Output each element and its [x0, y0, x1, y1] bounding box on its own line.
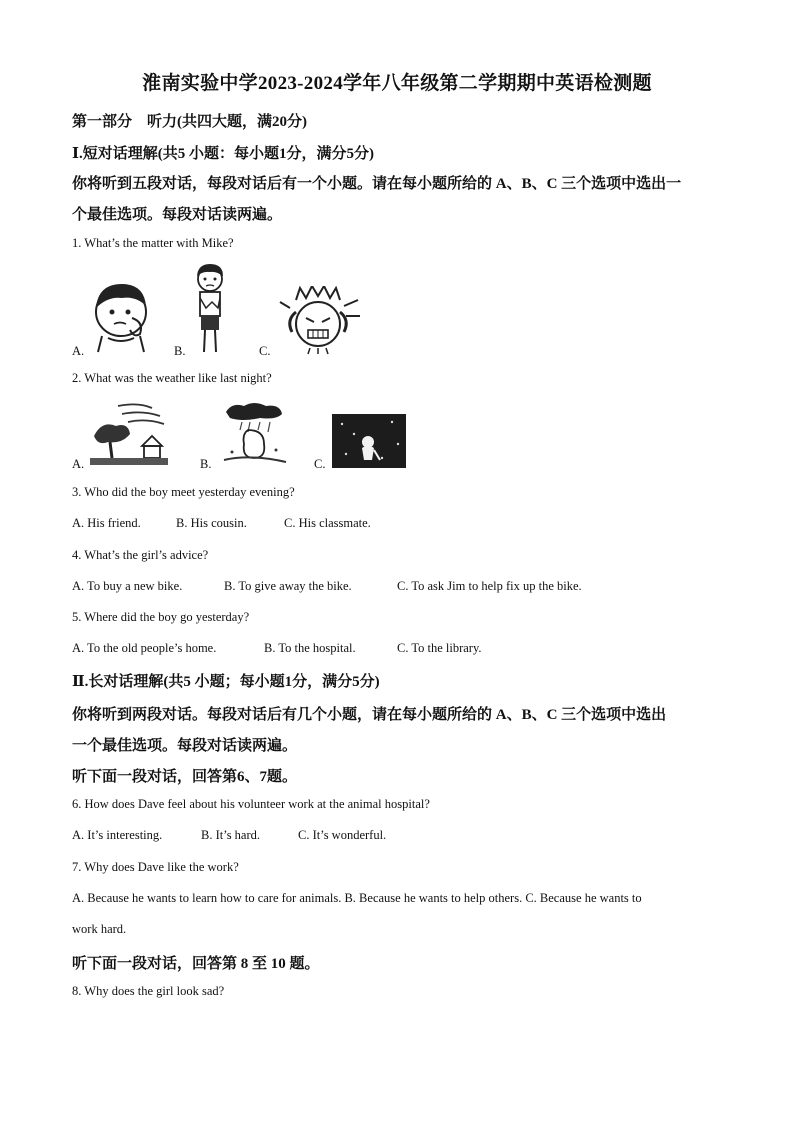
section-2-instruction-cont: 一个最佳选项。每段对话读两遍。 [72, 738, 298, 754]
q1-label-c: C. [259, 344, 271, 358]
question-1: 1. What’s the matter with Mike? [72, 236, 234, 250]
q2-label-a: A. [72, 457, 85, 471]
section-1-instruction: 你将听到五段对话，每段对话后有一个小题。请在每小题所给的 A、B、C 三个选项中选出一 [72, 176, 682, 192]
q4-option-b: B. To give away the bike. [224, 579, 352, 593]
q5-option-a: A. To the old people’s home. [72, 641, 217, 655]
question-2: 2. What was the weather like last night? [72, 371, 272, 385]
q4-option-a: A. To buy a new bike. [72, 579, 183, 593]
q6-option-a: A. It’s interesting. [72, 828, 163, 842]
q3-option-b: B. His cousin. [176, 516, 247, 530]
q1-label-b: B. [174, 344, 186, 358]
q2-label-c: C. [314, 457, 326, 471]
section-2-instruction: 你将听到两段对话。每段对话后有几个小题，请在每小题所给的 A、B、C 三个选项中选出 [72, 707, 667, 723]
q2-label-b: B. [200, 457, 212, 471]
windy-weather-icon [88, 400, 170, 466]
q5-option-c: C. To the library. [397, 641, 482, 655]
question-4: 4. What’s the girl’s advice? [72, 548, 209, 562]
q7-options-cont: work hard. [72, 922, 127, 936]
q3-option-a: A. His friend. [72, 516, 141, 530]
headache-face-icon [278, 286, 362, 356]
section-2-heading: Ⅱ.长对话理解(共5 小题；每小题1分，满分5分) [72, 674, 380, 690]
sick-boy-icon [88, 278, 154, 354]
question-7: 7. Why does Dave like the work? [72, 860, 239, 874]
q6-option-c: C. It’s wonderful. [298, 828, 387, 842]
part-heading: 第一部分 听力(共四大题，满20分) [72, 114, 307, 130]
q7-options: A. Because he wants to learn how to care for animals. B. Because he wants to help others. C. Because he wants to [72, 891, 642, 905]
question-5: 5. Where did the boy go yesterday? [72, 610, 250, 624]
question-6: 6. How does Dave feel about his volunteer work at the animal hospital? [72, 797, 430, 811]
tired-boy-icon [192, 262, 228, 354]
q3-option-c: C. His classmate. [284, 516, 371, 530]
q1-label-a: A. [72, 344, 85, 358]
question-8: 8. Why does the girl look sad? [72, 984, 225, 998]
section-1-heading: Ⅰ.短对话理解(共5 小题：每小题1分，满分5分) [72, 146, 375, 162]
dialogue-1-heading: 听下面一段对话，回答第6、7题。 [72, 769, 298, 785]
section-1-instruction-cont: 个最佳选项。每段对话读两遍。 [72, 207, 283, 223]
question-3: 3. Who did the boy meet yesterday evening? [72, 485, 295, 499]
page-title: 淮南实验中学2023-2024学年八年级第二学期期中英语检测题 [142, 73, 652, 94]
rainy-weather-icon [220, 400, 290, 466]
q6-option-b: B. It’s hard. [201, 828, 261, 842]
q4-option-c: C. To ask Jim to help fix up the bike. [397, 579, 582, 593]
dialogue-2-heading: 听下面一段对话，回答第 8 至 10 题。 [72, 956, 320, 972]
q5-option-b: B. To the hospital. [264, 641, 356, 655]
snowy-night-icon [332, 414, 406, 468]
